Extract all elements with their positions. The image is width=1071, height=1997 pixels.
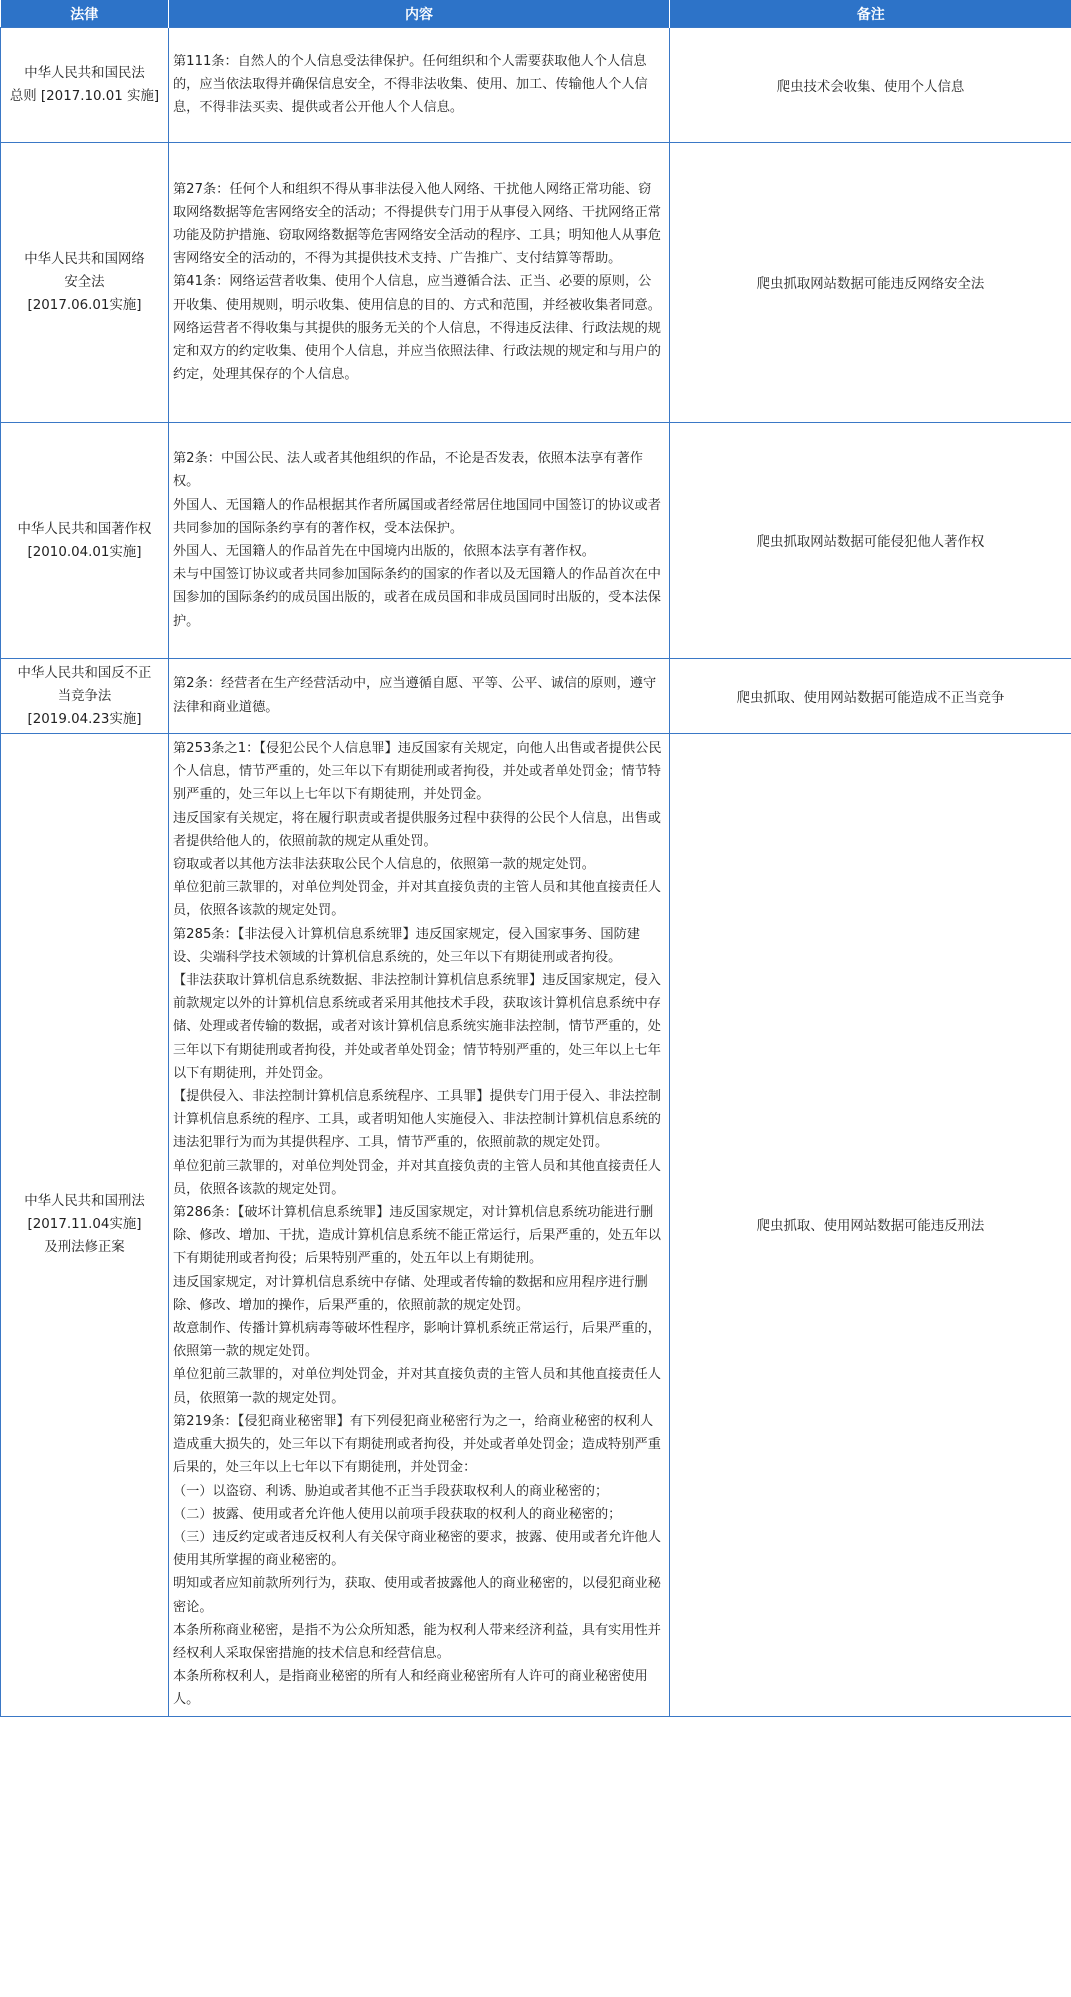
article-paragraph: 违反国家有关规定，将在履行职责或者提供服务过程中获得的公民个人信息，出售或者提供给他人的，依照前款的规定从重处罚。 bbox=[173, 810, 661, 849]
article-paragraph: 窃取或者以其他方法非法获取公民个人信息的，依照第一款的规定处罚。 bbox=[173, 857, 595, 873]
content-cell bbox=[169, 659, 670, 734]
law-name-line: 中华人民共和国著作权 bbox=[17, 521, 152, 537]
law-cell bbox=[1, 659, 169, 734]
content-cell bbox=[169, 28, 670, 143]
table-row bbox=[1, 423, 1071, 659]
header-row bbox=[1, 0, 1071, 28]
article-paragraph: 第41条：网络运营者收集、使用个人信息，应当遵循合法、正当、必要的原则，公开收集、使用规则，明示收集、使用信息的目的、方式和范围，并经被收集者同意。网络运营者不得收集与其提供的服务无关的个人信息，不得违反法律、行政法规的规定和双方的约定收集、使用个人信息，并应当依照法律、行政法规的规定和与用户的约定，处理其保存的个人信息。 bbox=[173, 274, 661, 383]
law-name-line: 安全法 bbox=[64, 275, 105, 290]
note-cell: 爬虫抓取网站数据可能违反网络安全法 bbox=[670, 143, 1071, 423]
article-paragraph: 第2条：中国公民、法人或者其他组织的作品，不论是否发表，依照本法享有著作权。 bbox=[173, 451, 643, 490]
law-name-line: 总则 [2017.10.01 实施] bbox=[9, 89, 160, 104]
article-paragraph: 本条所称权利人，是指商业秘密的所有人和经商业秘密所有人许可的商业秘密使用人。 bbox=[173, 1669, 648, 1708]
law-name-line: [2019.04.23实施] bbox=[27, 711, 142, 727]
article-paragraph: 第111条：自然人的个人信息受法律保护。任何组织和个人需要获取他人个人信息的，应当依法取得并确保信息安全，不得非法收集、使用、加工、传输他人个人信息，不得非法买卖、提供或者公开他人个人信息。 bbox=[173, 53, 648, 116]
law-name-line: 中华人民共和国民法 bbox=[24, 66, 145, 81]
law-name-line: 当竞争法 bbox=[57, 688, 112, 704]
note-cell: 爬虫抓取、使用网站数据可能造成不正当竞争 bbox=[670, 659, 1071, 734]
note-cell: 爬虫技术会收集、使用个人信息 bbox=[670, 28, 1071, 143]
law-cell bbox=[1, 734, 169, 1717]
law-name-line: 中华人民共和国网络 bbox=[24, 252, 145, 267]
article-paragraph: 第2条：经营者在生产经营活动中，应当遵循自愿、平等、公平、诚信的原则，遵守法律和商业道德。 bbox=[173, 676, 657, 715]
header-law: 法律 bbox=[1, 0, 169, 28]
article-paragraph: 单位犯前三款罪的，对单位判处罚金，并对其直接负责的主管人员和其他直接责任人员，依照各该款的规定处罚。 bbox=[173, 1158, 661, 1197]
law-cell bbox=[1, 423, 169, 659]
note-cell: 爬虫抓取、使用网站数据可能违反刑法 bbox=[670, 734, 1071, 1717]
note-cell: 爬虫抓取网站数据可能侵犯他人著作权 bbox=[670, 423, 1071, 659]
law-name-line: 中华人民共和国反不正 bbox=[17, 665, 152, 681]
article-paragraph: （三）违反约定或者违反权利人有关保守商业秘密的要求，披露、使用或者允许他人使用其所掌握的商业秘密的。 bbox=[173, 1529, 661, 1569]
content-cell bbox=[169, 423, 670, 659]
table-row bbox=[1, 28, 1071, 143]
article-paragraph: 故意制作、传播计算机病毒等破坏性程序，影响计算机系统正常运行，后果严重的，依照第一款的规定处罚。 bbox=[173, 1321, 661, 1360]
law-cell bbox=[1, 28, 169, 143]
article-paragraph: 外国人、无国籍人的作品首先在中国境内出版的，依照本法享有著作权。 bbox=[173, 544, 595, 559]
content-cell bbox=[169, 734, 670, 1717]
article-paragraph: 违反国家规定，对计算机信息系统中存储、处理或者传输的数据和应用程序进行删除、修改、增加的操作，后果严重的，依照前款的规定处罚。 bbox=[173, 1274, 648, 1313]
article-paragraph: 第219条：【侵犯商业秘密罪】有下列侵犯商业秘密行为之一，给商业秘密的权利人造成重大损失的，处三年以下有期徒刑或者拘役，并处或者单处罚金；造成特别严重后果的，处三年以上七年以下有期徒刑，并处罚金： bbox=[173, 1413, 661, 1476]
article-paragraph: 外国人、无国籍人的作品根据其作者所属国或者经常居住地国同中国签订的协议或者共同参加的国际条约享有的著作权，受本法保护。 bbox=[173, 497, 661, 536]
article-paragraph: 【非法获取计算机信息系统数据、非法控制计算机信息系统罪】违反国家规定，侵入前款规定以外的计算机信息系统或者采用其他技术手段，获取该计算机信息系统中存储、处理或者传输的数据，或者对该计算机信息系统实施非法控制，情节严重的，处三年以下有期徒刑或者拘役，并处或者单处罚金；情节特别严重的，处三年以上七年以下有期徒刑，并处罚金。 bbox=[173, 973, 661, 1081]
content-cell bbox=[169, 143, 670, 423]
article-paragraph: 明知或者应知前款所列行为，获取、使用或者披露他人的商业秘密的，以侵犯商业秘密论。 bbox=[173, 1576, 661, 1615]
article-paragraph: 单位犯前三款罪的，对单位判处罚金，并对其直接负责的主管人员和其他直接责任人员，依照第一款的规定处罚。 bbox=[173, 1367, 661, 1406]
table-row bbox=[1, 734, 1071, 1717]
article-paragraph: 单位犯前三款罪的，对单位判处罚金，并对其直接负责的主管人员和其他直接责任人员，依照各该款的规定处罚。 bbox=[173, 880, 661, 919]
law-name-line: [2017.11.04实施] bbox=[27, 1217, 142, 1233]
article-paragraph: 本条所称商业秘密，是指不为公众所知悉，能为权利人带来经济利益，具有实用性并经权利人采取保密措施的技术信息和经营信息。 bbox=[173, 1622, 661, 1661]
header-content: 内容 bbox=[169, 0, 670, 28]
article-paragraph: 未与中国签订协议或者共同参加国际条约的国家的作者以及无国籍人的作品首次在中国参加的国际条约的成员国出版的，或者在成员国和非成员国同时出版的，受本法保护。 bbox=[173, 567, 661, 629]
article-paragraph: （二）披露、使用或者允许他人使用以前项手段获取的权利人的商业秘密的； bbox=[173, 1506, 622, 1522]
law-name-line: 中华人民共和国刑法 bbox=[24, 1194, 145, 1210]
table-row bbox=[1, 143, 1071, 423]
article-paragraph: 第286条：【破坏计算机信息系统罪】违反国家规定，对计算机信息系统功能进行删除、修改、增加、干扰，造成计算机信息系统不能正常运行，后果严重的，处五年以下有期徒刑或者拘役；后果特别严重的，处五年以上有期徒刑。 bbox=[173, 1205, 661, 1267]
article-paragraph: （一）以盗窃、利诱、胁迫或者其他不正当手段获取权利人的商业秘密的； bbox=[173, 1483, 609, 1499]
article-paragraph: 第27条：任何个人和组织不得从事非法侵入他人网络、干扰他人网络正常功能、窃取网络数据等危害网络安全的活动；不得提供专门用于从事侵入网络、干扰网络正常功能及防护措施、窃取网络数据等危害网络安全活动的程序、工具；明知他人从事危害网络安全的活动的，不得为其提供技术支持、广告推广、支付结算等帮助。 bbox=[173, 181, 661, 267]
law-cell bbox=[1, 143, 169, 423]
article-paragraph: 第253条之1：【侵犯公民个人信息罪】违反国家有关规定，向他人出售或者提供公民个人信息，情节严重的，处三年以下有期徒刑或者拘役，并处或者单处罚金；情节特别严重的，处三年以上七年以下有期徒刑，并处罚金。 bbox=[173, 741, 662, 803]
table-row bbox=[1, 659, 1071, 734]
header-note: 备注 bbox=[670, 0, 1071, 28]
article-paragraph: 第285条：【非法侵入计算机信息系统罪】违反国家规定，侵入国家事务、国防建设、尖端科学技术领域的计算机信息系统的，处三年以下有期徒刑或者拘役。 bbox=[173, 926, 640, 965]
law-name-line: 及刑法修正案 bbox=[44, 1240, 125, 1256]
law-name-line: [2017.06.01实施] bbox=[27, 298, 142, 313]
law-name-line: [2010.04.01实施] bbox=[27, 544, 142, 560]
article-paragraph: 【提供侵入、非法控制计算机信息系统程序、工具罪】提供专门用于侵入、非法控制计算机信息系统的程序、工具，或者明知他人实施侵入、非法控制计算机信息系统的违法犯罪行为而为其提供程序、工具，情节严重的，依照前款的规定处罚。 bbox=[173, 1089, 661, 1151]
